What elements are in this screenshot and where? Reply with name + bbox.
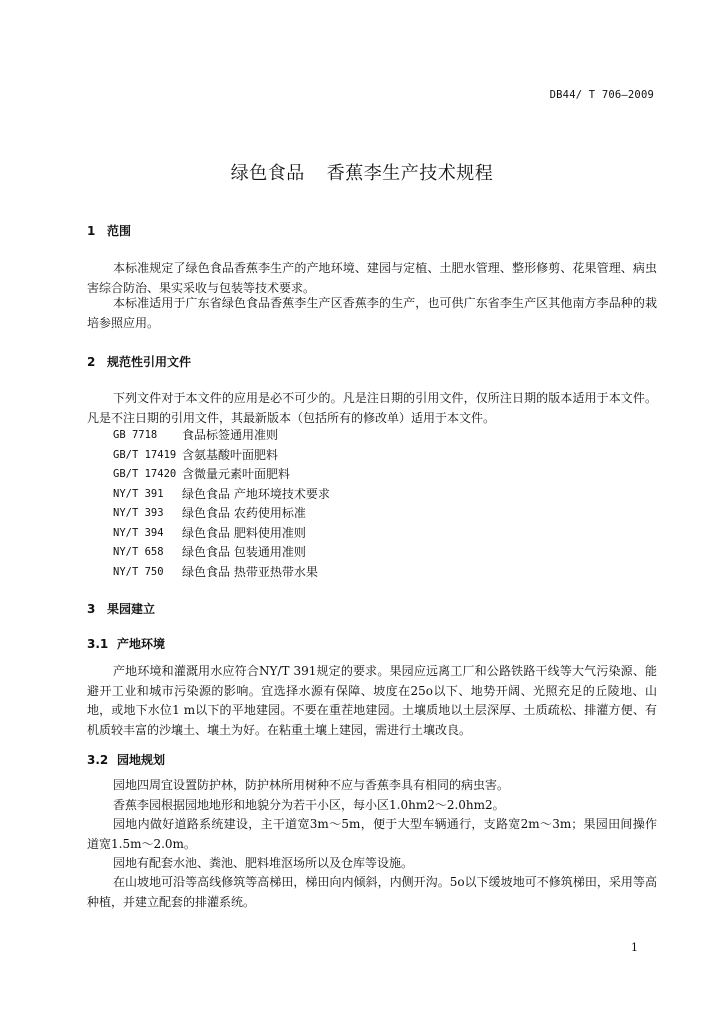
section-1-heading (87, 222, 131, 239)
reference-title: 绿色食品 产地环境技术要求 (182, 486, 330, 501)
reference-code: NY/T 750 (113, 565, 164, 578)
subsection-title: 园地规划 (117, 753, 166, 767)
section-3-heading (87, 600, 155, 617)
reference-title: 含氨基酸叶面肥料 (182, 447, 279, 462)
section-2-heading (87, 353, 191, 370)
standard-code: DB44/ T 706—2009 (549, 89, 654, 101)
subsection-3-2-heading (87, 751, 165, 768)
reference-title: 食品标签通用准则 (182, 428, 279, 442)
section-number: 1 (87, 224, 96, 238)
reference-item (113, 446, 330, 466)
title-part-2: 香蕉李生产技术规程 (326, 163, 494, 184)
section-title: 果园建立 (107, 602, 156, 616)
section-number: 3 (87, 602, 96, 616)
reference-item (113, 426, 330, 446)
page-number: 1 (631, 941, 638, 954)
title-part-1: 绿色食品 (230, 163, 305, 184)
paragraph: 下列文件对于本文件的应用是必不可少的。凡是注日期的引用文件，仅所注日期的版本适用于本文件。凡是不注日期的引用文件，其最新版本（包括所有的修改单）适用于本文件。 (87, 391, 657, 425)
subsection-number: 3.1 (87, 637, 109, 651)
reference-item (113, 465, 330, 485)
subsection-title: 产地环境 (117, 637, 166, 651)
paragraph: 产地环境和灌溉用水应符合NY/T 391规定的要求。果园应远离工厂和公路铁路干线等大气污染源、能避开工业和城市污染源的影响。宜选择水源有保障、坡度在25o以下、地势开阔、光照充足的丘陵地、山地，或地下水位1 m以下的平地建园。不要在重茬地建园。土壤质地以土层深厚、土质疏松、排灌方便、有机质较丰富的沙壤土、壤土为好。在粘重土壤上建园，需进行土壤改良。 (87, 664, 657, 737)
reference-title: 含微量元素叶面肥料 (182, 467, 291, 481)
reference-code: GB/T 17420 (113, 468, 177, 480)
document-title (0, 159, 724, 185)
reference-title: 绿色食品 农药使用标准 (182, 506, 306, 520)
reference-item (113, 485, 330, 505)
section-title: 范围 (107, 224, 132, 238)
reference-item (113, 543, 330, 563)
reference-code: NY/T 393 (113, 507, 164, 519)
reference-title: 绿色食品 肥料使用准则 (182, 525, 306, 540)
section-number: 2 (87, 355, 96, 369)
paragraph: 园地有配套水池、粪池、肥料堆沤场所以及仓库等设施。 (113, 856, 414, 870)
reference-item (113, 524, 330, 544)
paragraph: 香蕉李园根据园地地形和地貌分为若干小区，每小区1.0hm2～2.0hm2。 (113, 798, 505, 812)
paragraph: 本标准适用于广东省绿色食品香蕉李生产区香蕉李的生产，也可供广东省李生产区其他南方李品种的栽培参照应用。 (87, 296, 657, 330)
subsection-number: 3.2 (87, 753, 109, 767)
reference-list (113, 426, 330, 582)
reference-code: GB/T 17419 (113, 448, 177, 461)
paragraph: 本标准规定了绿色食品香蕉李生产的产地环境、建园与定植、土肥水管理、整形修剪、花果管理、病虫害综合防治、果实采收与包装等技术要求。 (87, 261, 657, 295)
paragraph: 在山坡地可沿等高线修筑等高梯田，梯田向内倾斜，内侧开沟。5o以下缓坡地可不修筑梯田，采用等高种植，并建立配套的排灌系统。 (87, 875, 657, 909)
reference-code: NY/T 391 (113, 487, 164, 500)
subsection-3-1-heading (87, 635, 165, 652)
reference-item (113, 504, 330, 524)
reference-code: NY/T 658 (113, 546, 164, 558)
reference-code: GB 7718 (113, 429, 158, 441)
section-title: 规范性引用文件 (107, 355, 192, 369)
paragraph: 园地四周宜设置防护林，防护林所用树种不应与香蕉李具有相同的病虫害。 (113, 778, 510, 792)
reference-title: 绿色食品 热带亚热带水果 (182, 564, 318, 579)
reference-title: 绿色食品 包装通用准则 (182, 545, 306, 559)
reference-item (113, 563, 330, 583)
paragraph: 园地内做好道路系统建设，主干道宽3m～5m，便于大型车辆通行，支路宽2m～3m；果园田间操作道宽1.5m～2.0m。 (87, 817, 657, 851)
reference-code: NY/T 394 (113, 526, 164, 539)
